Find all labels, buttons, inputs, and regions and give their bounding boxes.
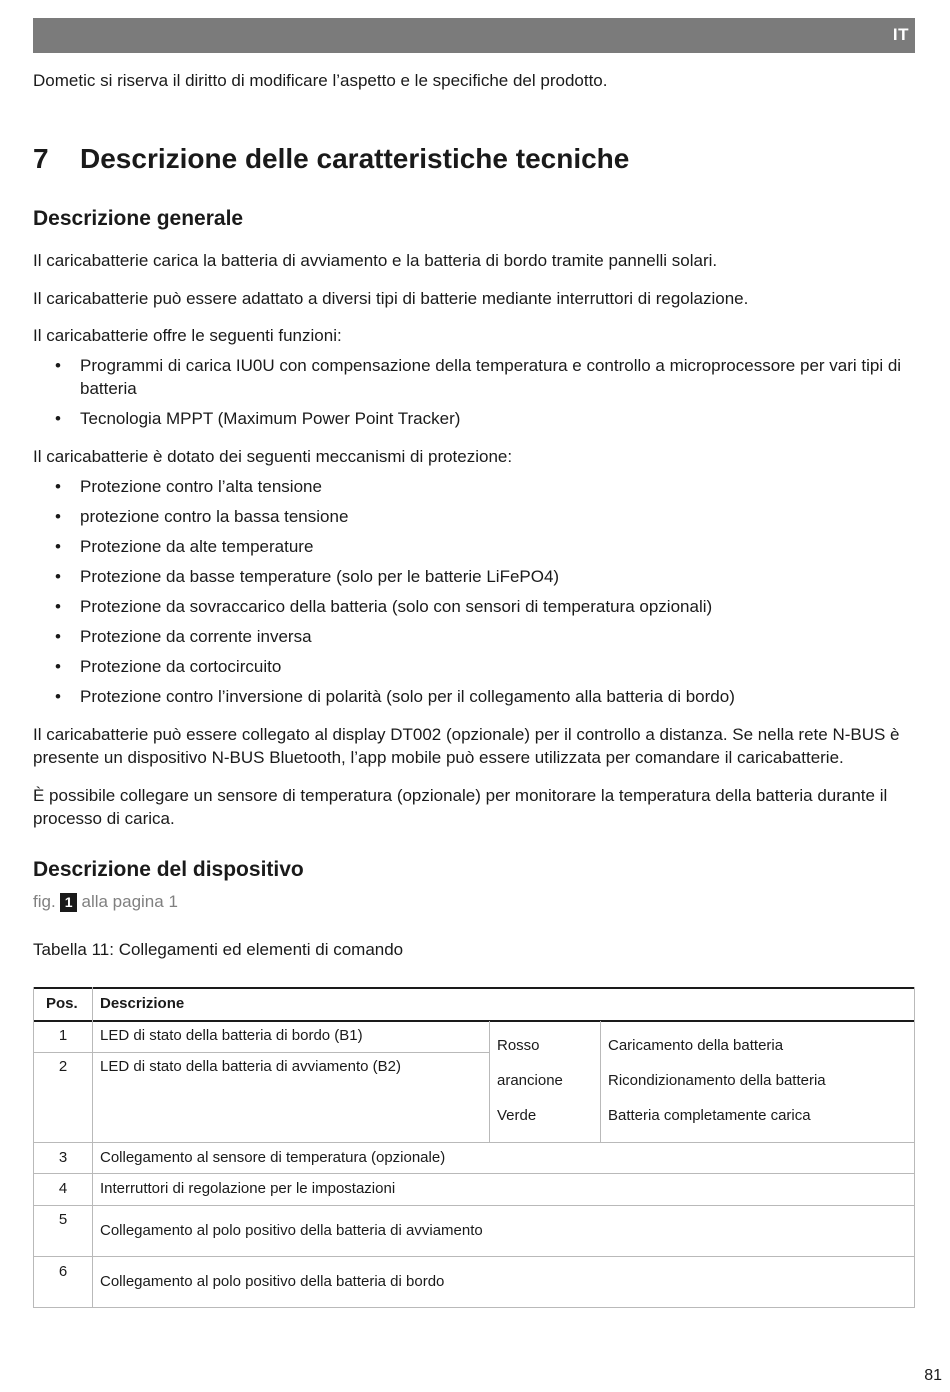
table-right-border [914, 987, 915, 1308]
list-item: • Programmi di carica IU0U con compensazione della temperatura e controllo a microprocessore per vari tipi di batteria [55, 356, 902, 398]
list-item: • Protezione da alte temperature [55, 537, 314, 556]
led-meaning-charging: Caricamento della batteria [608, 1037, 784, 1054]
list-item: • Tecnologia MPPT (Maximum Power Point Tracker) [55, 409, 461, 428]
row-divider [33, 1142, 915, 1143]
list-item: • protezione contro la bassa tensione [55, 507, 349, 526]
row-5-description: Collegamento al polo positivo della batteria di avviamento [100, 1222, 483, 1239]
row-5-pos: 5 [58, 1211, 68, 1228]
connections-table [33, 987, 915, 1308]
page-number: 81 [924, 1367, 942, 1384]
functions-list [55, 354, 915, 437]
row-6-description: Collegamento al polo positivo della batteria di bordo [100, 1273, 445, 1290]
row-1-description: LED di stato della batteria di bordo (B1) [100, 1027, 363, 1044]
row-1-pos: 1 [58, 1027, 68, 1044]
chapter-title: Descrizione delle caratteristiche tecniche [80, 143, 630, 174]
table-meaning-column-divider [600, 1021, 601, 1143]
row-divider [33, 1205, 915, 1206]
list-item: • Protezione da cortocircuito [55, 657, 282, 676]
functions-intro: Il caricabatterie offre le seguenti funzioni: [33, 326, 342, 345]
header-pos: Pos. [46, 995, 78, 1012]
list-item: • Protezione contro l’inversione di polarità (solo per il collegamento alla batteria di bordo) [55, 687, 735, 706]
list-item: • Protezione da basse temperature (solo per le batterie LiFePO4) [55, 567, 560, 586]
row-6-pos: 6 [58, 1263, 68, 1280]
protections-list [55, 475, 915, 715]
row-3-description: Collegamento al sensore di temperatura (opzionale) [100, 1149, 446, 1166]
header-bar [33, 18, 915, 53]
table-caption: Tabella 11: Collegamenti ed elementi di comando [33, 940, 404, 959]
chapter-number: 7 [33, 143, 49, 174]
general-paragraph-2: Il caricabatterie può essere adattato a diversi tipi di batterie mediante interruttori di regolazione. [33, 289, 749, 308]
row-2-pos: 2 [58, 1058, 68, 1075]
general-paragraph-3: Il caricabatterie può essere collegato al display DT002 (opzionale) per il controllo a distanza. Se nella rete N-BUS è presente un dispositivo N-BUS Bluetooth, l’app mobile può essere utilizzata per comandare il caricabatterie. [33, 725, 900, 767]
row-4-description: Interruttori di regolazione per le impostazioni [100, 1180, 396, 1197]
language-code: IT [892, 25, 909, 44]
figure-number-badge: 1 [60, 893, 78, 912]
protection-intro: Il caricabatterie è dotato dei seguenti meccanismi di protezione: [33, 447, 513, 466]
figure-reference[interactable] [33, 892, 178, 912]
led-meaning-fully-charged: Batteria completamente carica [608, 1107, 811, 1124]
row-2-description: LED di stato della batteria di avviamento (B2) [100, 1058, 401, 1075]
list-item: • Protezione da corrente inversa [55, 627, 312, 646]
row-divider [33, 1173, 915, 1174]
row-4-pos: 4 [58, 1180, 68, 1197]
led-meaning-reconditioning: Ricondizionamento della batteria [608, 1072, 826, 1089]
general-heading: Descrizione generale [33, 207, 244, 230]
row-divider [33, 1052, 490, 1053]
header-description: Descrizione [100, 995, 185, 1012]
table-top-rule [33, 987, 915, 989]
general-paragraph-4: È possibile collegare un sensore di temperatura (opzionale) per monitorare la temperatura della batteria durante il processo di carica. [33, 786, 888, 828]
table-color-column-divider [489, 1021, 490, 1143]
led-color-red: Rosso [497, 1037, 540, 1054]
chapter-heading [33, 143, 629, 175]
row-divider [33, 1256, 915, 1257]
figure-prefix: fig. [33, 892, 56, 911]
figure-suffix: alla pagina 1 [81, 892, 178, 911]
disclaimer: Dometic si riserva il diritto di modificare l’aspetto e le specifiche del prodotto. [33, 71, 608, 90]
device-heading: Descrizione del dispositivo [33, 858, 304, 881]
led-color-orange: arancione [497, 1072, 563, 1089]
led-color-green: Verde [497, 1107, 537, 1124]
table-header-rule [33, 1020, 915, 1022]
list-item: • Protezione contro l’alta tensione [55, 477, 322, 496]
list-item: • Protezione da sovraccarico della batteria (solo con sensori di temperatura opzionali) [55, 597, 713, 616]
table-bottom-rule [33, 1307, 915, 1308]
general-paragraph-1: Il caricabatterie carica la batteria di avviamento e la batteria di bordo tramite pannelli solari. [33, 251, 718, 270]
row-3-pos: 3 [58, 1149, 68, 1166]
